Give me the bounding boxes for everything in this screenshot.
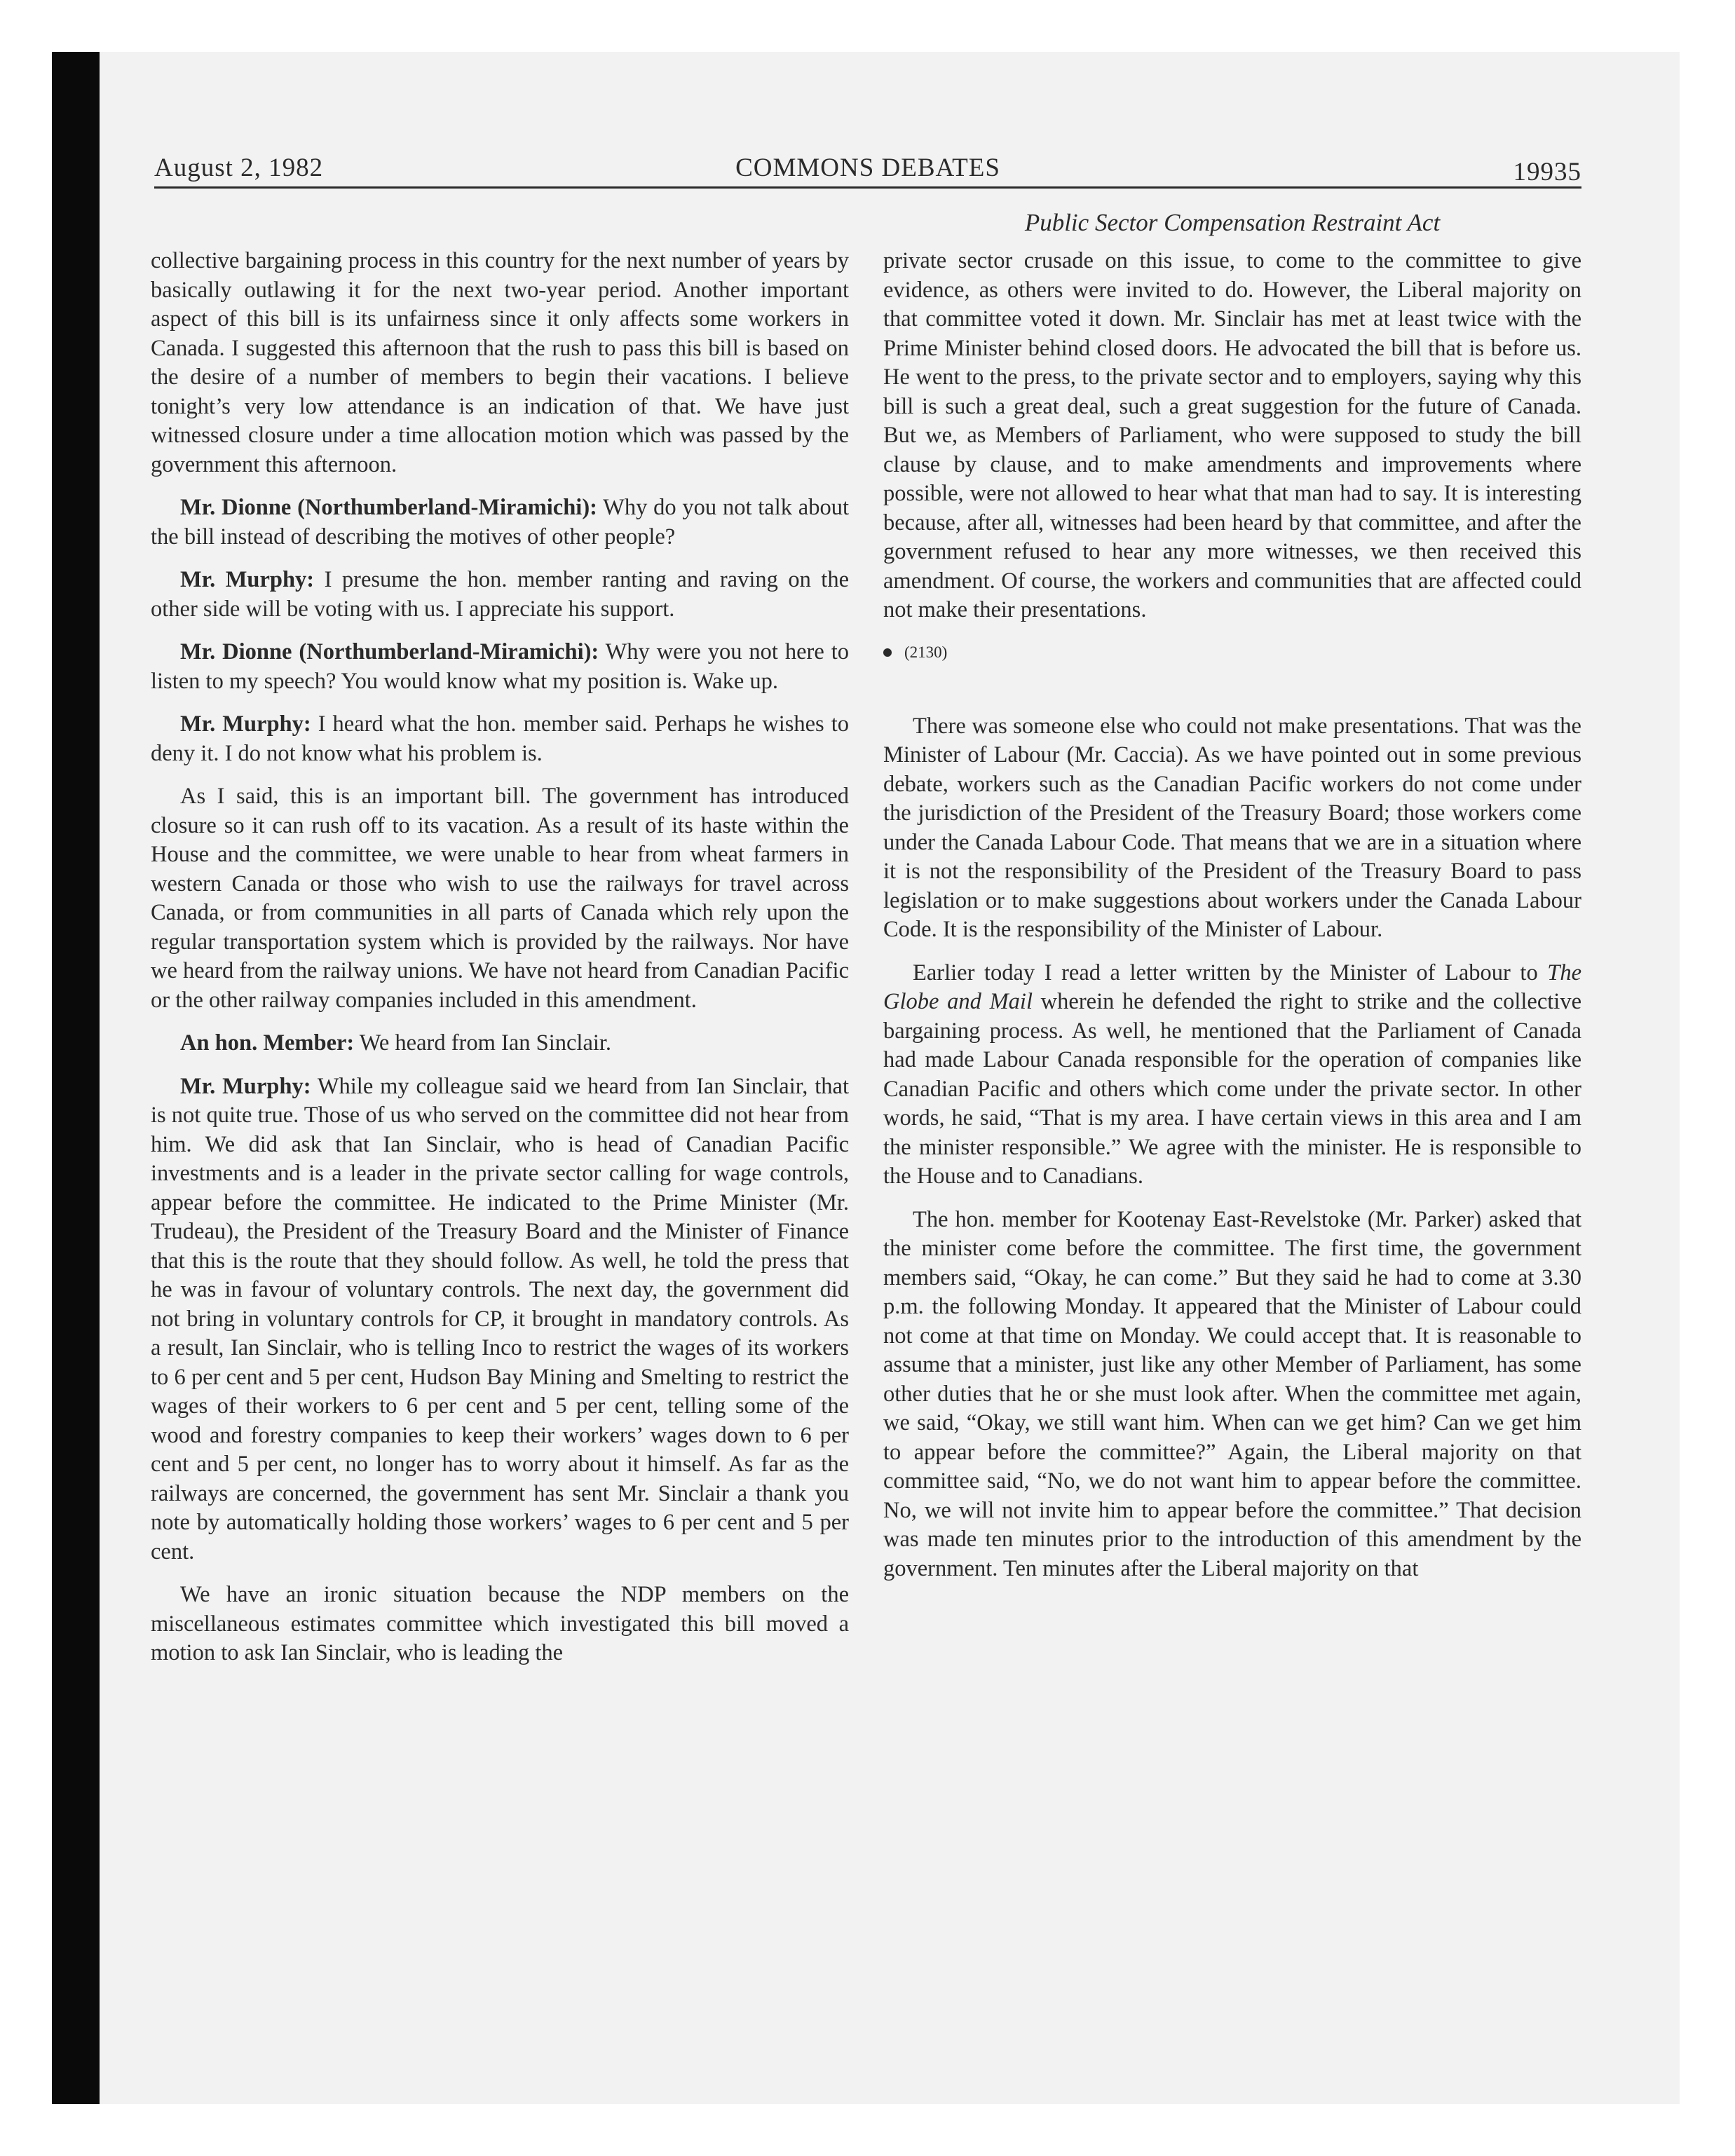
speech-text: Why do you not talk about the bill instead of describing the motives of other people? xyxy=(151,495,849,550)
paragraph: There was someone else who could not make presentations. That was the Minister of Labour (Mr. Caccia). As we have pointed out in some previous debate, workers such as the Canadian Pacific workers do not come under the jurisdiction of the President of the Treasury Board; those workers come under the Canada Labour Code. That means that we are in a situation where it is not the responsibility of the President of the Treasury Board to pass legislation or to make suggestions about workers under the Canada Labour Code. It is the responsibility of the Minister of Labour. xyxy=(883,713,1581,942)
speech-paragraph xyxy=(151,493,849,552)
binding-edge xyxy=(52,52,100,2104)
paragraph xyxy=(883,959,1581,1192)
bullet-icon xyxy=(883,648,892,657)
speech-paragraph xyxy=(151,566,849,624)
speech-text: I presume the hon. member ranting and raving on the other side will be voting with us. I appreciate his support. xyxy=(151,567,849,622)
speech-paragraph xyxy=(151,1029,849,1058)
speech-text: Why were you not here to listen to my speech? You would know what my position is. Wake up. xyxy=(151,639,849,694)
speaker-name: Mr. Murphy: xyxy=(180,567,315,592)
timestamp-marker xyxy=(883,642,1581,663)
left-column xyxy=(151,247,849,1682)
speech-paragraph xyxy=(151,710,849,768)
header-rule xyxy=(154,186,1581,189)
running-subheader: Public Sector Compensation Restraint Act xyxy=(1024,209,1441,236)
speech-text: We heard from Ian Sinclair. xyxy=(354,1030,612,1056)
speaker-name: Mr. Murphy: xyxy=(180,711,311,737)
speech-text: While my colleague said we heard from Ian Sinclair, that is not quite true. Those of us who served on the committee did not hear from him. We did ask that Ian Sinclair, who is head of Canadian Pacific investments and is a leader in the private sector calling for wage controls, appear before the committee. He indicated to the Prime Minister (Mr. Trudeau), the President of the Treasury Board and the Minister of Finance that this is the route that they should follow. As well, he told the press that he was in favour of voluntary controls. The next day, the government did not bring in voluntary controls for CP, it brought in mandatory controls. As a result, Ian Sinclair, who is telling Inco to restrict the wages of its workers to 6 per cent and 5 per cent, Hudson Bay Mining and Smelting to restrict the wages of their workers to 6 per cent and 5 per cent, telling some of the wood and forestry companies to keep their workers’ wages down to 6 per cent and 5 per cent, no longer has to worry about it himself. As far as the railways are concerned, the government has sent Mr. Sinclair a thank you note by automatically holding those workers’ wages to 6 per cent and 5 per cent. xyxy=(151,1073,849,1564)
paragraph: The hon. member for Kootenay East-Revelstoke (Mr. Parker) asked that the minister come before the committee. The first time, the government members said, “Okay, he can come.” But they said he had to come at 3.30 p.m. the following Monday. It appeared that the Minister of Labour could not come at that time on Monday. We could accept that. It is reasonable to assume that a minister, just like any other Member of Parliament, has some other duties that he or she must look after. When the committee met again, we said, “Okay, we still want him. When can we get him? Can we get him to appear before the committee?” Again, the Liberal majority on that committee said, “No, we do not want him to appear before the committee. No, we will not invite him to appear before the committee.” That decision was made ten minutes prior to the introduction of this amendment by the government. Ten minutes after the Liberal majority on that xyxy=(883,1206,1581,1581)
paragraph: private sector crusade on this issue, to come to the committee to give evidence, as others were invited to do. However, the Liberal majority on that committee voted it down. Mr. Sinclair has met at least twice with the Prime Minister behind closed doors. He advocated the bill that is before us. He went to the press, to the private sector and to employers, saying why this bill is such a great deal, such a great suggestion for the future of Canada. But we, as Members of Parliament, who were supposed to study the bill clause by clause, and to make amendments and improvements where possible, were not allowed to hear what that man had to say. It is interesting because, after all, witnesses had been heard by that committee, and after the government refused to hear any more witnesses, we then received this amendment. Of course, the workers and communities that are affected could not make their presentations. xyxy=(883,248,1581,622)
header-title: COMMONS DEBATES xyxy=(735,153,1000,182)
speaker-name: Mr. Murphy: xyxy=(180,1073,311,1099)
newspaper-title: The Globe and Mail xyxy=(883,960,1581,1014)
right-column xyxy=(883,247,1581,1597)
speaker-name: An hon. Member: xyxy=(180,1030,355,1056)
timestamp-text: (2130) xyxy=(904,643,948,661)
page-header xyxy=(154,153,1581,189)
paragraph: collective bargaining process in this country for the next number of years by basically outlawing it for the next two-year period. Another important aspect of this bill is its unfairness since it only affects some workers in Canada. I suggested this afternoon that the rush to pass this bill is based on the desire of a number of members to begin their vacations. I believe tonight’s very low attendance is an indication of that. We have just witnessed closure under a time allocation motion which was passed by the government this afternoon. xyxy=(151,248,849,477)
paragraph: We have an ironic situation because the NDP members on the miscellaneous estimates committee which investigated this bill moved a motion to ask Ian Sinclair, who is leading the xyxy=(151,1582,849,1665)
speech-paragraph xyxy=(151,638,849,696)
header-date: August 2, 1982 xyxy=(154,153,324,182)
paragraph: As I said, this is an important bill. The government has introduced closure so it can rush off to its vacation. As a result of its haste within the House and the committee, we were unable to hear from wheat farmers in western Canada or those who wish to use the railways for travel across Canada, or from communities in all parts of Canada which rely upon the regular transportation system which is provided by the railways. Nor have we heard from the railway unions. We have not heard from Canadian Pacific or the other railway companies included in this amendment. xyxy=(151,784,849,1013)
page-number: 19935 xyxy=(1513,158,1581,186)
speaker-name: Mr. Dionne (Northumberland-Miramichi): xyxy=(180,495,597,520)
paragraph-text: wherein he defended the right to strike and the collective bargaining process. As well, he mentioned that the Parliament of Canada had made Labour Canada responsible for the operation of companies like Canadian Pacific and others which come under the private sector. In other words, he said, “That is my area. I have certain views in this area and I am the minister responsible.” We agree with the minister. He is responsible to the House and to Canadians. xyxy=(883,989,1581,1189)
speech-paragraph xyxy=(151,1072,849,1567)
paragraph-text: Earlier today I read a letter written by the Minister of Labour to xyxy=(913,960,1548,985)
speech-text: I heard what the hon. member said. Perhaps he wishes to deny it. I do not know what his problem is. xyxy=(151,711,850,766)
speaker-name: Mr. Dionne (Northumberland-Miramichi): xyxy=(180,639,599,664)
